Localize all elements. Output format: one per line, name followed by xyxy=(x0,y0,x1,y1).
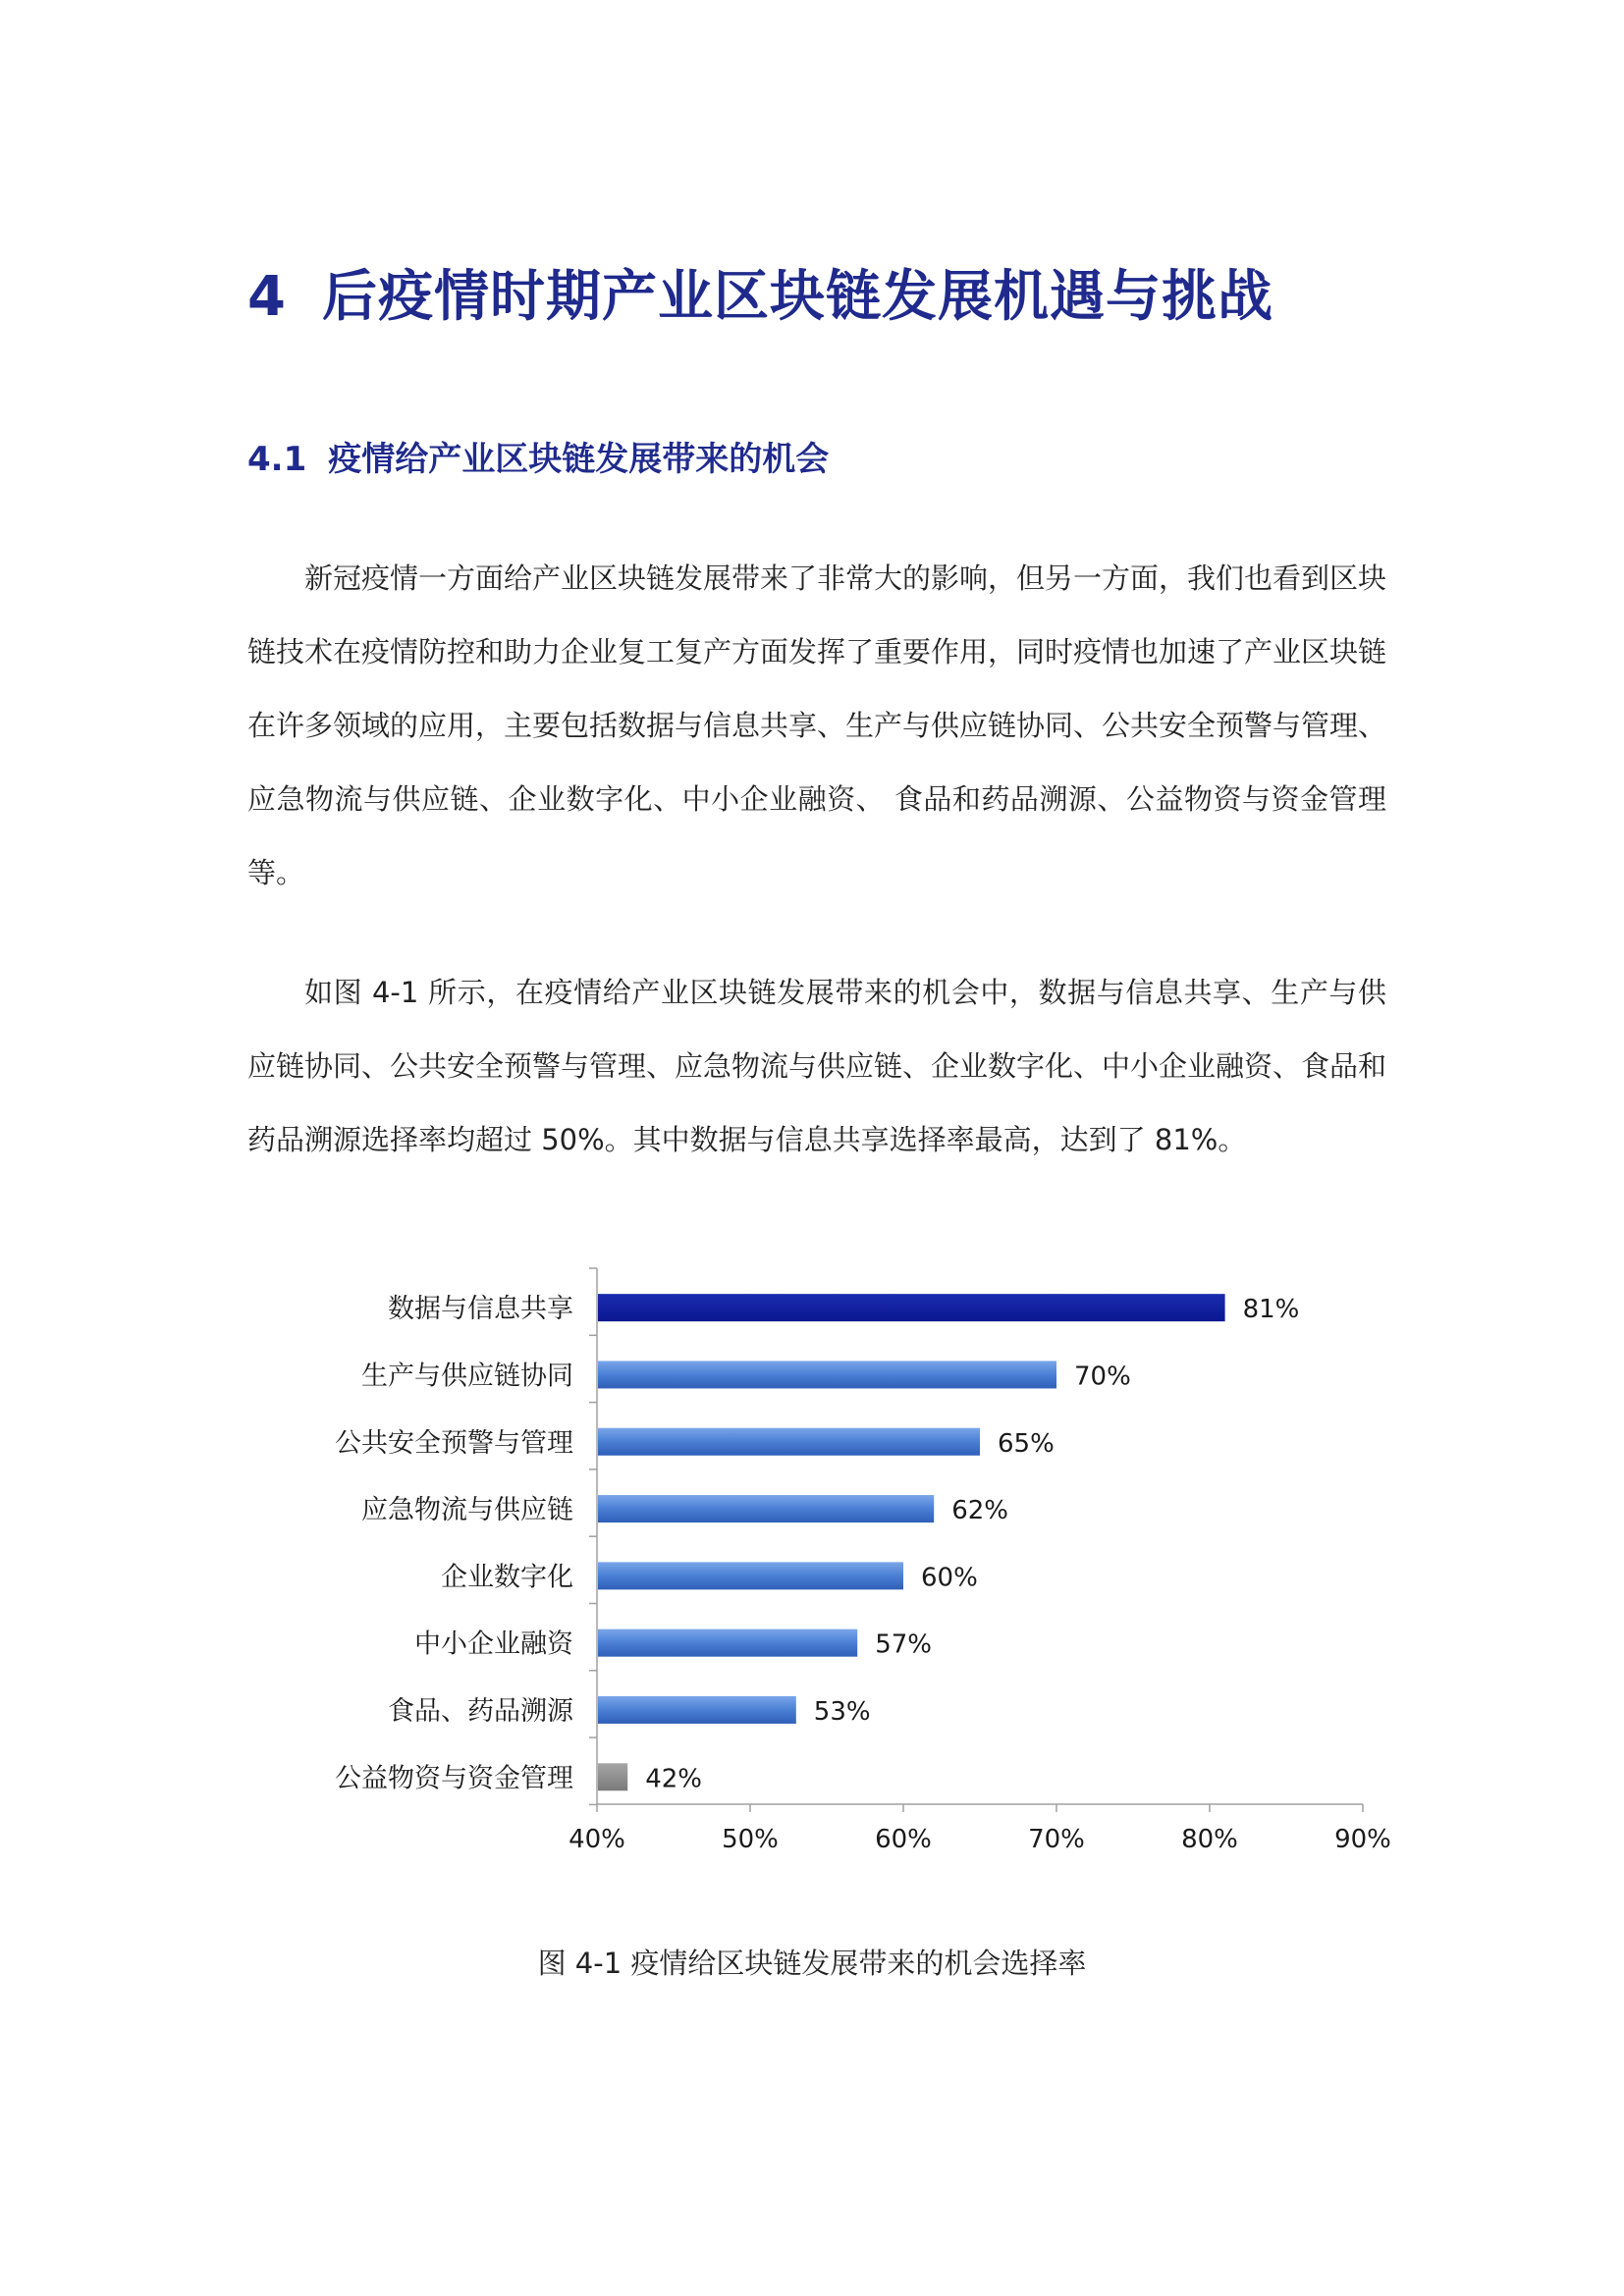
value-label: 53% xyxy=(813,1696,871,1727)
category-label: 生产与供应链协同 xyxy=(361,1361,573,1392)
bar xyxy=(598,1629,857,1657)
value-label: 65% xyxy=(998,1428,1055,1459)
value-label: 70% xyxy=(1074,1362,1131,1392)
body-paragraph-2: 如图 4-1 所示，在疫情给产业区块链发展带来的机会中，数据与信息共享、生产与供应链协同、公共安全预警与管理、应急物流与供应链、企业数字化、中小企业融资、食品和药品溯源选择率均超过 50%。其中数据与信息共享选择率最高，达到了 81%。 xyxy=(247,976,1387,1156)
figure-caption: 图 4-1 疫情给区块链发展带来的机会选择率 xyxy=(537,1947,1087,1980)
section-title-text: 疫情给产业区块链发展带来的机会 xyxy=(328,440,830,479)
category-label: 公共安全预警与管理 xyxy=(335,1427,573,1459)
section-number: 4.1 xyxy=(247,440,307,479)
bar xyxy=(598,1361,1056,1388)
value-label: 57% xyxy=(875,1629,932,1660)
bar xyxy=(598,1562,903,1589)
x-tick-label: 90% xyxy=(1334,1825,1391,1854)
category-label: 公益物资与资金管理 xyxy=(335,1763,573,1794)
value-label: 60% xyxy=(921,1563,978,1593)
value-label: 62% xyxy=(951,1496,1008,1526)
x-tick-label: 80% xyxy=(1181,1825,1238,1854)
bar xyxy=(598,1763,627,1790)
chapter-number: 4 xyxy=(247,265,287,329)
value-label: 81% xyxy=(1242,1295,1300,1325)
category-label: 企业数字化 xyxy=(441,1562,573,1593)
bar xyxy=(598,1495,934,1522)
category-label: 数据与信息共享 xyxy=(388,1294,573,1325)
bar xyxy=(598,1294,1225,1321)
value-label: 42% xyxy=(645,1764,702,1794)
category-label: 中小企业融资 xyxy=(414,1629,573,1660)
x-tick-label: 60% xyxy=(875,1825,932,1854)
chapter-title-text: 后疫情时期产业区块链发展机遇与挑战 xyxy=(321,265,1273,329)
category-label: 应急物流与供应链 xyxy=(361,1495,573,1526)
bar xyxy=(598,1428,980,1456)
x-tick-label: 50% xyxy=(722,1825,779,1854)
bar xyxy=(598,1696,796,1724)
category-label: 食品、药品溯源 xyxy=(388,1695,573,1727)
x-tick-label: 70% xyxy=(1028,1825,1085,1854)
x-tick-label: 40% xyxy=(568,1825,625,1854)
body-paragraph-1: 新冠疫情一方面给产业区块链发展带来了非常大的影响，但另一方面，我们也看到区块链技术在疫情防控和助力企业复工复产方面发挥了重要作用，同时疫情也加速了产业区块链在许多领域的应用，主要包括数据与信息共享、生产与供应链协同、公共安全预警与管理、应急物流与供应链、企业数字化、中小企业融资、 食品和药品溯源、公益物资与资金管理等。 xyxy=(247,561,1387,889)
